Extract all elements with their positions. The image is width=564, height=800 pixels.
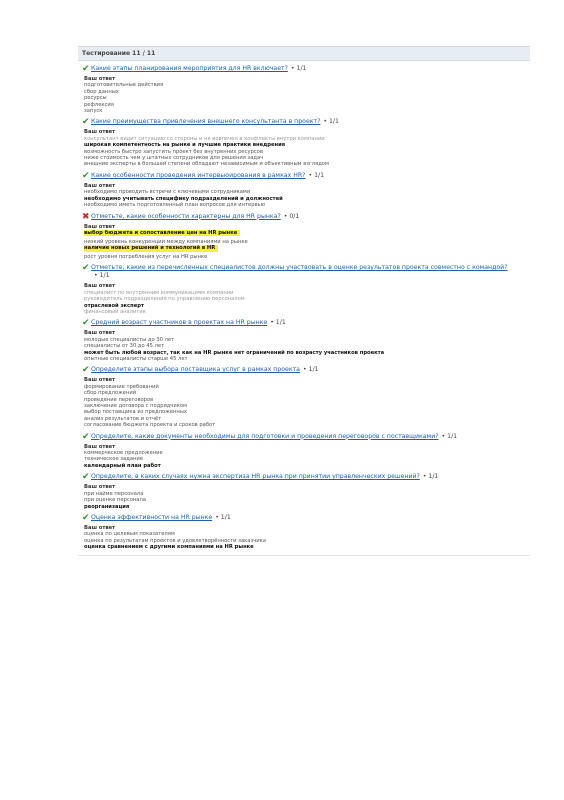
quiz-results-page — [78, 46, 530, 556]
answer-block — [84, 377, 526, 428]
answer-option: формирование требований — [84, 383, 159, 390]
quiz-header-title: Тестирование 11 / 11 — [82, 50, 156, 57]
question-list — [78, 65, 530, 551]
answer-option: необходимо проводить встречи с ключевыми сотрудниками — [84, 189, 251, 196]
question-block — [82, 118, 526, 167]
answer-option: ресурсы — [84, 95, 107, 102]
question-title-row — [82, 172, 526, 180]
question-link[interactable]: Какие особенности проведения интервьюирования в рамках HR? — [91, 171, 306, 179]
answer-option: выбор бюджета и сопоставление цен на HR рынке — [84, 230, 240, 236]
question-score: • 1/1 — [302, 366, 319, 374]
answer-option: запуск — [84, 108, 103, 115]
question-link[interactable]: Отметьте, какие из перечисленных специалистов должны участвовать в оценке результатов проекта совместно с командой? — [91, 264, 508, 272]
question-title-row — [82, 264, 526, 280]
answer-option: при оценке персонала — [84, 497, 146, 504]
question-block — [82, 366, 526, 428]
answer-option: опытные специалисты старше 45 лет — [84, 356, 188, 362]
answer-option: рефлексия — [84, 101, 114, 108]
checkmark-icon: ✔ — [82, 431, 90, 442]
question-score: • 0/1 — [283, 212, 300, 220]
question-title-row — [82, 514, 526, 522]
answer-option: реорганизация — [84, 503, 130, 510]
question-link[interactable]: Средний возраст участников в проектах на HR рынке — [91, 319, 268, 327]
answer-block — [84, 224, 526, 261]
question-title-row — [82, 118, 526, 126]
answer-block — [84, 525, 526, 551]
answer-option: календарный план работ — [84, 462, 161, 469]
answer-option: внешние эксперты в большей степени обладают независимым и объективным взглядом — [84, 161, 329, 168]
question-block — [82, 433, 526, 470]
question-block — [82, 65, 526, 114]
answer-label: Ваш ответ — [84, 129, 116, 136]
answer-option: проведение переговоров — [84, 396, 154, 403]
question-title-row — [82, 433, 526, 441]
answer-label: Ваш ответ — [84, 443, 116, 450]
question-block — [82, 319, 526, 362]
answer-option: согласование бюджета проекта и сроков работ — [84, 422, 216, 429]
question-title-row — [82, 213, 526, 221]
answer-option: низкий уровень конкуренции между компаниями на рынке — [84, 238, 248, 245]
question-link[interactable]: Отметьте, какие особенности характерны для HR рынка? — [91, 212, 281, 220]
answer-block — [84, 283, 526, 315]
answer-option: анализ результатов и отчёт — [84, 415, 162, 422]
answer-option: может быть любой возраст, так как на HR рынке нет ограничений по возрасту участников проекта — [84, 349, 385, 356]
answer-option: заключение договора с подрядчиком — [84, 403, 187, 410]
cross-icon: ✖ — [82, 211, 90, 222]
checkmark-icon: ✔ — [82, 365, 90, 376]
answer-option: молодые специалисты до 30 лет — [84, 336, 175, 343]
question-score: • 1/1 — [308, 171, 325, 179]
question-link[interactable]: Определите, в каких случаях нужна экспертиза HR рынка при принятии управленческих решений? — [91, 473, 420, 481]
question-title-row — [82, 366, 526, 374]
question-score: • 1/1 — [290, 65, 307, 72]
question-score: • 1/1 — [441, 432, 458, 440]
checkmark-icon: ✔ — [82, 472, 90, 483]
bottom-divider — [78, 555, 530, 556]
answer-option: коммерческое предложение — [84, 450, 163, 457]
answer-option: специалист по внутренним коммуникациям компании — [84, 289, 234, 296]
answer-option: сбор данных — [84, 88, 119, 95]
answer-option: наличие новых решений и технологий в HR — [84, 245, 218, 251]
question-score: • 1/1 — [270, 319, 286, 327]
question-link[interactable]: Какие преимущества привлечения внешнего консультанта в проект? — [91, 118, 321, 126]
answer-option: необходимо учитывать специфику подразделений и должностей — [84, 195, 283, 202]
checkmark-icon: ✔ — [82, 263, 90, 274]
question-block — [82, 213, 526, 261]
question-score: • 1/1 — [422, 473, 439, 481]
question-link[interactable]: Определите этапы выбора поставщика услуг в рамках проекта — [91, 366, 300, 374]
question-title-row — [82, 473, 526, 481]
answer-block — [84, 183, 526, 209]
answer-option: финансовый аналитик — [84, 308, 146, 315]
question-title-row — [82, 319, 526, 327]
checkmark-icon: ✔ — [82, 512, 90, 523]
question-block — [82, 514, 526, 551]
question-title-row — [82, 65, 526, 73]
checkmark-icon: ✔ — [82, 64, 90, 74]
question-block — [82, 264, 526, 315]
checkmark-icon: ✔ — [82, 318, 90, 329]
answer-option: консультант видит ситуацию со стороны и не вовлечен в конфликты внутри компании — [84, 135, 325, 142]
answer-label: Ваш ответ — [84, 76, 116, 82]
answer-option: возможность быстро запустить проект без внутренних ресурсов — [84, 148, 263, 155]
answer-label: Ваш ответ — [84, 377, 116, 384]
question-score: • 1/1 — [215, 513, 231, 521]
answer-label: Ваш ответ — [84, 484, 116, 491]
question-link[interactable]: Определите, какие документы необходимы для подготовки и проведения переговоров с поставщиками? — [91, 432, 439, 440]
answer-option: широкая компетентность на рынке и лучшие практики внедрения — [84, 142, 286, 149]
answer-option: необходимо иметь подготовленный план вопросов для интервью — [84, 202, 265, 209]
answer-option: отраслевой эксперт — [84, 302, 144, 309]
question-score: • 1/1 — [94, 272, 110, 280]
question-score: • 1/1 — [323, 118, 339, 126]
question-link[interactable]: Какие этапы планирования мероприятия для HR включает? — [91, 65, 288, 72]
answer-label: Ваш ответ — [84, 330, 116, 337]
answer-label: Ваш ответ — [84, 524, 116, 531]
checkmark-icon: ✔ — [82, 170, 90, 181]
question-block — [82, 172, 526, 209]
answer-block — [84, 484, 526, 510]
answer-option: сбор предложений — [84, 390, 137, 397]
quiz-header-bar — [78, 46, 530, 61]
checkmark-icon: ✔ — [82, 117, 90, 128]
answer-option: техническое задание — [84, 456, 143, 463]
answer-option: оценка сравнением с другими компаниями на HR рынке — [84, 544, 254, 551]
answer-option: рост уровня потребления услуг на HR рынке — [84, 253, 208, 260]
answer-block — [84, 330, 526, 362]
answer-option: выбор поставщика из предложенных — [84, 409, 187, 416]
question-link[interactable]: Оценка эффективности на HR рынке — [91, 513, 213, 521]
answer-label: Ваш ответ — [84, 182, 116, 189]
answer-option: руководитель подразделения по управлению персоналом — [84, 296, 245, 303]
answer-option: оценка по целевым показателям — [84, 531, 175, 538]
question-block — [82, 473, 526, 510]
answer-option: ниже стоимость чем у штатных сотрудников для решения задач — [84, 155, 264, 162]
answer-block — [84, 444, 526, 470]
answer-option: оценка по результатам проектов и удовлетворённости заказчика — [84, 537, 266, 544]
answer-block — [84, 129, 526, 167]
answer-option: при найме персонала — [84, 490, 144, 497]
answer-label: Ваш ответ — [84, 283, 116, 290]
answer-option: специалисты от 30 до 45 лет — [84, 343, 165, 350]
answer-label: Ваш ответ — [84, 223, 116, 230]
answer-option: подготовительные действия — [84, 82, 164, 89]
answer-block — [84, 76, 526, 114]
